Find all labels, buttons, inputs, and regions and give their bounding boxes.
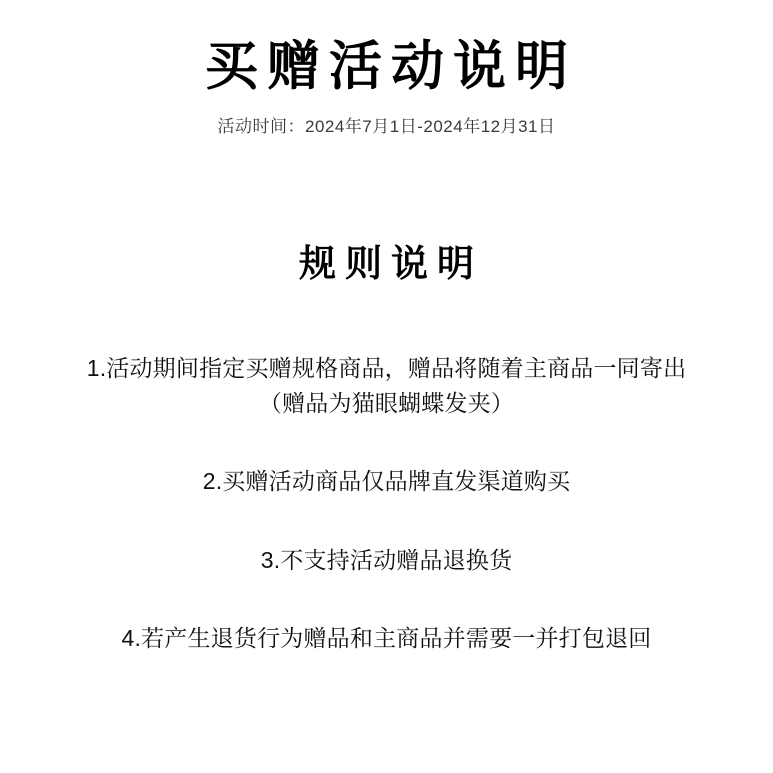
rule-text: 1.活动期间指定买赠规格商品，赠品将随着主商品一同寄出 <box>86 355 687 382</box>
rules-list <box>0 351 773 656</box>
rule-text: 3.不支持活动赠品退换货 <box>260 546 513 573</box>
rule-item <box>0 621 773 656</box>
rule-item <box>0 351 773 420</box>
rule-text: 4.若产生退货行为赠品和主商品并需要一并打包退回 <box>121 625 652 652</box>
section-title-rules: 规则说明 <box>299 243 483 285</box>
activity-period: 活动时间：2024年7月1日-2024年12月31日 <box>217 117 556 137</box>
rule-item <box>0 464 773 499</box>
rule-text: 2.买赠活动商品仅品牌直发渠道购买 <box>202 468 571 495</box>
rule-subtext: （赠品为猫眼蝴蝶发夹） <box>258 389 515 416</box>
page-title: 买赠活动说明 <box>205 37 577 96</box>
rule-item <box>0 543 773 578</box>
